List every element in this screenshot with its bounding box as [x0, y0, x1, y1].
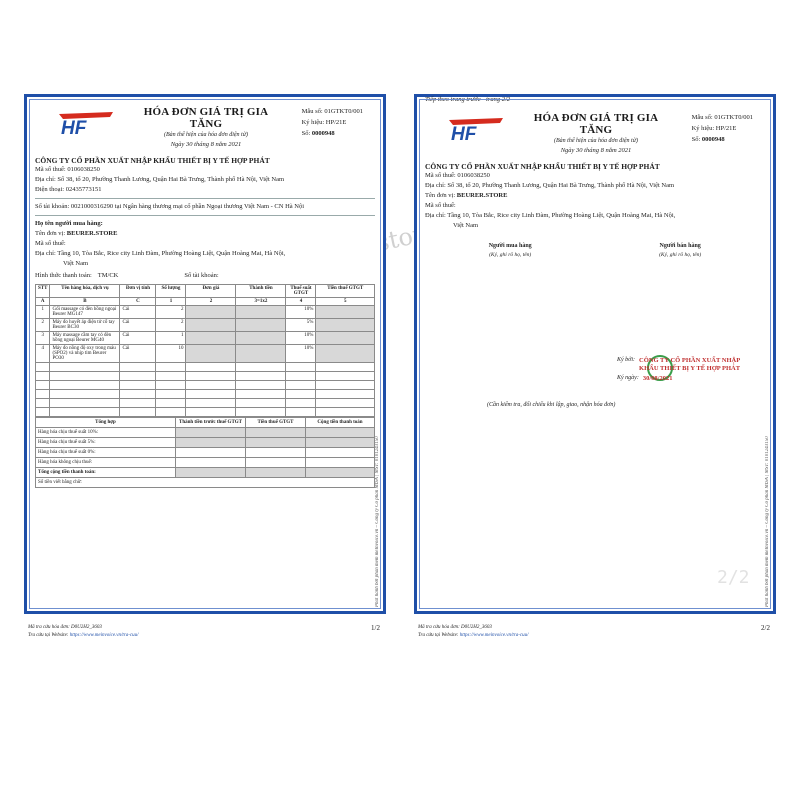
invoice-frame — [24, 94, 386, 614]
buyer-address: Địa chỉ: Tầng 10, Tòa Bắc, Rice city Linh Đàm, Phường Hoàng Liệt, Quận Hoàng Mai, Hà Nội, — [425, 212, 676, 219]
items-table: STT Tên hàng hóa, dịch vụ Đơn vị tính Số lượng Đơn giá Thành tiền Thuế suất GTGT Tiền thuế GTGT A B C 1 2 3=1x2 4 5 1 Gối massage có đèn hồng ngoại Beurer MG147 Cái 2 10% 2 Máy đo huyết áp điện tử cổ tay Beurer BC30 Cái 2 5% 3 Máy massage cầm tay có đèn hồng ngoại Beurer MG40 Cái 1 10% 4 Máy đo nồng độ oxy trong máu (SPO2) và nhịp tim Beurer PO30 Cái 10 10% — [35, 284, 375, 417]
svg-text:HF: HF — [451, 124, 477, 144]
form-number: Mẫu số: 01GTKT0/001 — [301, 108, 363, 115]
buyer-signature: Người mua hàng (Ký, ghi rõ họ, tên) — [488, 243, 532, 258]
hf-logo-icon — [445, 114, 507, 144]
table-row: 4 Máy đo nồng độ oxy trong máu (SPO2) và nhịp tim Beurer PO30 Cái 10 10% — [36, 345, 375, 363]
seller-address: Địa chỉ: Số 38, tổ 20, Phường Thanh Lương, Quận Hai Bà Trưng, Thành phố Hà Nội, Việt Nam — [425, 182, 675, 189]
side-note: Phát hành bởi phần mềm meInvoice.vn – Công ty Cổ phần MISA | MST: 0101243150 — [765, 436, 770, 607]
invoice-symbol: Ký hiệu: HP/21E — [301, 119, 347, 126]
invoice-date: Ngày 30 tháng 8 năm 2021 — [170, 141, 242, 148]
invoice-header — [35, 102, 375, 154]
seller-address: Địa chỉ: Số 38, tổ 20, Phường Thanh Lương, Quận Hai Bà Trưng, Thành phố Hà Nội, Việt Nam — [35, 176, 285, 183]
buyer-tax: Mã số thuế: — [425, 202, 456, 209]
invoice-series: Mẫu số: 01GTKT0/001 Ký hiệu: HP/21E Số: 0000948 — [691, 114, 753, 143]
seller-signature: Người bán hàng (Ký, ghi rõ họ, tên) — [659, 243, 702, 258]
buyer-address: Địa chỉ: Tầng 10, Tòa Bắc, Rice city Linh Đàm, Phường Hoàng Liệt, Quận Hoàng Mai, Hà Nội, — [35, 250, 286, 257]
lookup-link[interactable]: https://www.meinvoice.vn/tra-cuu/ — [69, 633, 139, 638]
invoice-header — [425, 108, 765, 160]
page-number: 2/2 — [761, 624, 770, 632]
invoice-number: Số: 0000948 — [301, 130, 335, 137]
page-number: 1/2 — [371, 624, 380, 632]
invoice-title: HÓA ĐƠN GIÁ TRỊ GIA TĂNG — [143, 106, 269, 130]
buyer-unit: Tên đơn vị: BEURER.STORE — [35, 230, 118, 237]
buyer-address-2: Việt Nam — [453, 222, 479, 229]
seller-name: CÔNG TY CỔ PHẦN XUẤT NHẬP KHẨU THIẾT BỊ Y TẾ HỢP PHÁT — [35, 156, 270, 165]
payment-row: Hình thức thanh toán: TM/CK Số tài khoản: — [35, 272, 219, 279]
buyer-person: Họ tên người mua hàng: — [35, 220, 103, 227]
buyer-unit: Tên đơn vị: BEURER.STORE — [425, 192, 508, 199]
invoice-date: Ngày 30 tháng 8 năm 2021 — [560, 147, 632, 154]
invoice-title: HÓA ĐƠN GIÁ TRỊ GIA TĂNG — [533, 112, 659, 136]
digital-signature: Ký bởi: CÔNG TY CỔ PHẦN XUẤT NHẬP KHẨU THIẾT BỊ Y TẾ HỢP PHÁT Ký ngày: 30/08/2021 — [617, 357, 741, 382]
seller-name: CÔNG TY CỔ PHẦN XUẤT NHẬP KHẨU THIẾT BỊ Y TẾ HỢP PHÁT — [425, 162, 660, 171]
footer-lookup: Mã tra cứu hóa đơn: D0U2H2_3603 Tra cứu tại Website: https://www.meinvoice.vn/tra-cuu/ — [28, 625, 139, 638]
hf-logo-icon — [55, 108, 117, 138]
invoice-subtitle: (Bản thể hiện của hóa đơn điện tử) — [164, 132, 248, 138]
buyer-tax: Mã số thuế: — [35, 240, 66, 247]
invoice-page-1 — [24, 88, 386, 648]
summary-table: Tổng hợp Thành tiền trước thuế GTGT Tiền thuế GTGT Cộng tiền thanh toán Hàng hóa chịu thuế suất 10%: Hàng hóa chịu thuế suất 5%: Hàng hóa chịu thuế suất 0%: Hàng hóa không chịu thuế: Tổng cộng tiền thanh toán: Số tiền viết bằng chữ: — [35, 417, 375, 488]
seller-tax: Mã số thuế: 0106038250 — [35, 166, 100, 173]
check-note: (Cần kiểm tra, đối chiếu khi lập, giao, nhận hóa đơn) — [487, 402, 616, 408]
invoice-series — [302, 106, 363, 139]
invoice-subtitle: (Bản thể hiện của hóa đơn điện tử) — [554, 138, 638, 144]
seller-bank: Số tài khoản: 0021000316290 tại Ngân hàng thương mại cổ phần Ngoại thương Việt Nam - CN Hà Nội — [35, 203, 305, 210]
continued-note: Tiếp theo trang trước - trang 2/2 — [425, 96, 511, 103]
signature-area — [425, 243, 765, 258]
seller-tax: Mã số thuế: 0106038250 — [425, 172, 490, 179]
table-row: 2 Máy đo huyết áp điện tử cổ tay Beurer BC30 Cái 2 5% — [36, 319, 375, 332]
lookup-link[interactable]: https://www.meinvoice.vn/tra-cuu/ — [459, 633, 529, 638]
invoice-page-2 — [414, 88, 776, 648]
footer-lookup: Mã tra cứu hóa đơn: D0U2H2_3603 Tra cứu tại Website: https://www.meinvoice.vn/tra-cuu/ — [418, 625, 529, 638]
side-note: Phát hành bởi phần mềm meInvoice.vn – Công ty Cổ phần MISA | MST: 0101243150 — [375, 436, 380, 607]
seller-phone: Điện thoại: 02435773151 — [35, 186, 102, 193]
svg-text:HF: HF — [61, 118, 87, 138]
ghost-number: 2/2 — [717, 567, 750, 588]
table-row: 1 Gối massage có đèn hồng ngoại Beurer MG147 Cái 2 10% — [36, 306, 375, 319]
table-row: 3 Máy massage cầm tay có đèn hồng ngoại Beurer MG40 Cái 1 10% — [36, 332, 375, 345]
buyer-address-2: Việt Nam — [63, 260, 89, 267]
invoice-frame — [414, 94, 776, 614]
